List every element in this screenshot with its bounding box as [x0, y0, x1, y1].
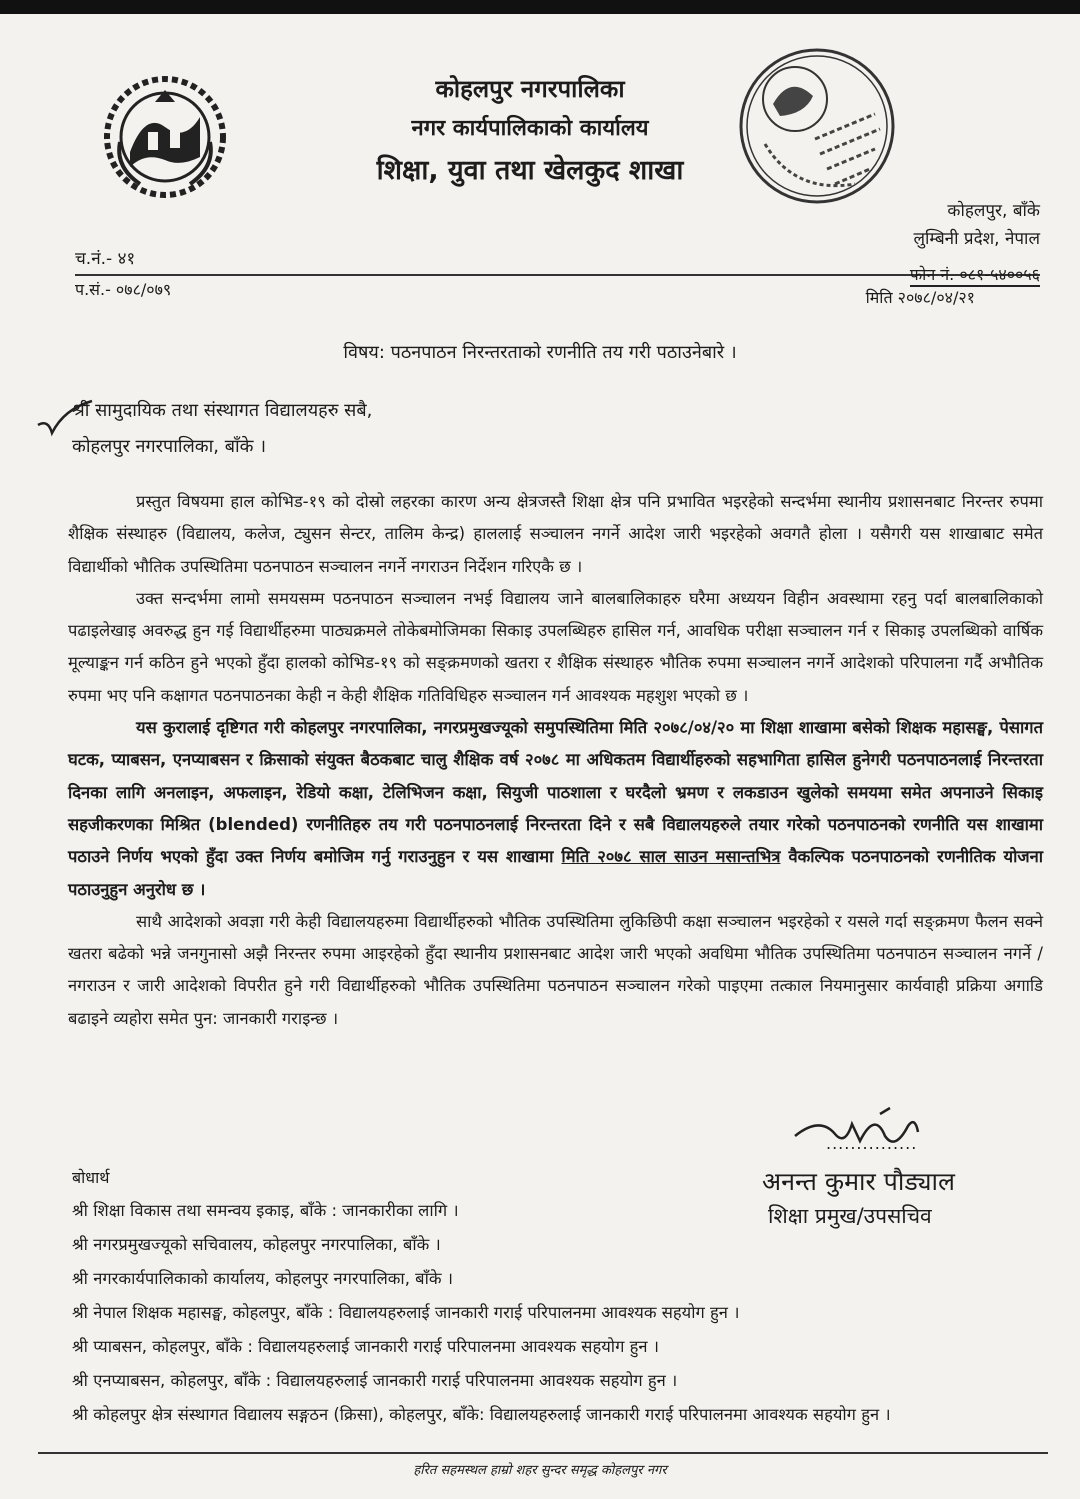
cc-item: श्री नगरकार्यपालिकाको कार्यालय, कोहलपुर नगरपालिका, बाँके ।: [72, 1269, 454, 1288]
footer-slogan: हरित सहमस्थल हाम्रो शहर सुन्दर समृद्ध कोहलपुर नगर: [413, 1463, 667, 1478]
cc-item: श्री नेपाल शिक्षक महासङ्घ, कोहलपुर, बाँके : विद्यालयहरुलाई जानकारी गराई परिपालनमा आवश्यक सहयोग हुन ।: [72, 1303, 740, 1322]
org-name: कोहलपुर नगरपालिका: [435, 75, 625, 103]
chalani-number: च.नं.- ४१: [75, 249, 136, 269]
body-paragraph-3: [68, 712, 1043, 906]
office-seal-stamp-icon: [735, 44, 900, 209]
cc-item: श्री प्याबसन, कोहलपुर, बाँके : विद्यालयहरुलाई जानकारी गराई परिपालनमा आवश्यक सहयोग हुन ।: [72, 1337, 660, 1356]
recipient-line-1: श्री सामुदायिक तथा संस्थागत विद्यालयहरु सबै,: [72, 400, 373, 421]
letter-subject: विषय: पठनपाठन निरन्तरताको रणनीति तय गरी पठाउनेबारे ।: [343, 342, 737, 363]
address-city: कोहलपुर, बाँके: [947, 201, 1040, 221]
body-paragraph-4: साथै आदेशको अवज्ञा गरी केही विद्यालयहरुमा विद्यार्थीहरुको भौतिक उपस्थितिमा लुकिछिपी कक्षा सञ्चालन भइरहेको र यसले गर्दा सङ्क्रमण फैलन सक्ने खतरा बढेको भन्ने जनगुनासो अझै निरन्तर रुपमा आइरहेको हुँदा स्थानीय प्रशासनबाट आदेश जारी भएको अवधिमा भौतिक उपस्थितिमा पठनपाठन सञ्चालन नगर्ने / नगराउन र जारी आदेशको विपरीत हुने गरी विद्यार्थीहरुको भौतिक उपस्थितिमा पठनपाठन सञ्चालन गरेको पाइएमा तत्काल नियमानुसार कार्यवाही प्रक्रिया अगाडि बढाइने व्यहोरा समेत पुन: जानकारी गराइन्छ ।: [68, 911, 1043, 1028]
body-paragraph-3-end: वैकल्पिक पठनपाठनको रणनीतिक योजना पठाउनुहुन अनुरोध छ ।: [68, 847, 1044, 899]
letter-sheet: [0, 14, 1080, 1499]
cc-item: श्री नगरप्रमुखज्यूको सचिवालय, कोहलपुर नगरपालिका, बाँके ।: [72, 1235, 441, 1254]
recipient-line-2: कोहलपुर नगरपालिका, बाँके ।: [72, 436, 267, 457]
cc-item: श्री कोहलपुर क्षेत्र संस्थागत विद्यालय सङ्गठन (क्रिसा), कोहलपुर, बाँके: विद्यालयहरुलाई जानकारी गराई परिपालनमा आवश्यक सहयोग हुन ।: [72, 1405, 891, 1424]
signature-dots: ...............: [826, 1134, 918, 1153]
nepal-government-emblem-icon: [100, 72, 230, 202]
cc-title: बोधार्थ: [72, 1168, 110, 1187]
fiscal-year: प.सं.- ०७८/०७९: [75, 280, 172, 299]
letter-date: मिति २०७८/०४/२१: [865, 288, 975, 307]
letter-body: [68, 486, 1043, 1035]
office-name: नगर कार्यपालिकाको कार्यालय: [411, 116, 649, 141]
body-paragraph-1: प्रस्तुत विषयमा हाल कोभिड-१९ को दोस्रो लहरका कारण अन्य क्षेत्रजस्तै शिक्षा क्षेत्र पनि प्रभावित भइरहेको सन्दर्भमा स्थानीय प्रशासनबाट निरन्तर रुपमा शैक्षिक संस्थाहरु (विद्यालय, कलेज, ट्युसन सेन्टर, तालिम केन्द्र) हाललाई सञ्चालन नगर्ने आदेश जारी भइरहेको अवगतै होला । यसैगरी यस शाखाबाट समेत विद्यार्थीको भौतिक उपस्थितिमा पठनपाठन सञ्चालन नगर्ने नगराउन निर्देशन गरिएकै छ ।: [68, 492, 1043, 576]
signatory-name: अनन्त कुमार पौड्याल: [762, 1167, 955, 1196]
body-paragraph-2: उक्त सन्दर्भमा लामो समयसम्म पठनपाठन सञ्चालन नभई विद्यालय जाने बालबालिकाहरु घरैमा अध्ययन विहीन अवस्थामा रहनु पर्दा बालबालिकाको पढाइलेखाइ अवरुद्ध हुन गई विद्यार्थीहरुमा पाठ्यक्रमले तोकेबमोजिमका सिकाइ उपलब्धिहरु हासिल गर्न, आवधिक परीक्षा सञ्चालन गर्न र सिकाइ उपलब्धिको वार्षिक मूल्याङ्कन गर्न कठिन हुने भएको हुँदा हालको कोभिड-१९ को सङ्क्रमणको खतरा र शैक्षिक संस्थाहरु भौतिक रुपमा सञ्चालन नगर्ने आदेशको परिपालना गर्दै अभौतिक रुपमा भए पनि कक्षागत पठनपाठनका केही न केही शैक्षिक गतिविधिहरु सञ्चालन गर्न आवश्यक महशुश भएको छ ।: [68, 588, 1043, 705]
cc-item: श्री शिक्षा विकास तथा समन्वय इकाइ, बाँके : जानकारीका लागि ।: [72, 1201, 459, 1220]
cc-item: श्री एनप्याबसन, कोहलपुर, बाँके : विद्यालयहरुलाई जानकारी गराई परिपालनमा आवश्यक सहयोग हुन ।: [72, 1371, 678, 1390]
footer-divider: [38, 1452, 1048, 1454]
header-divider: [75, 274, 1040, 276]
deadline-underlined: मिति २०७८ साल साउन मसान्तभित्र: [561, 847, 781, 867]
phone-number: फोन नं. ०८१-५४००५६: [910, 263, 1040, 287]
signatory-title: शिक्षा प्रमुख/उपसचिव: [768, 1204, 932, 1228]
body-paragraph-3-main: यस कुरालाई दृष्टिगत गरी कोहलपुर नगरपालिका, नगरप्रमुखज्यूको समुपस्थितिमा मिति २०७८/०४/२० मा शिक्षा शाखामा बसेको शिक्षक महासङ्घ, पेसागत घटक, प्याबसन, एनप्याबसन र क्रिसाको संयुक्त बैठकबाट चालु शैक्षिक वर्ष २०७८ मा अधिकतम विद्यार्थीहरुको सहभागिता हासिल हुनेगरी पठनपाठनलाई निरन्तरता दिनका लागि अनलाइन, अफलाइन, रेडियो कक्षा, टेलिभिजन कक्षा, सियुजी पाठशाला र घरदैलो भ्रमण र लकडाउन खुलेको समयमा समेत अपनाउने सिकाइ सहजीकरणका मिश्रित (blended) रणनीतिहरु तय गरी पठनपाठनलाई निरन्तरता दिने र सबै विद्यालयहरुले तयार गरेको पठनपाठनको रणनीति यस शाखामा पठाउने निर्णय भएको हुँदा उक्त निर्णय बमोजिम गर्नु गराउनुहुन र यस शाखामा: [68, 718, 1043, 867]
branch-name: शिक्षा, युवा तथा खेलकुद शाखा: [376, 155, 684, 186]
address-province: लुम्बिनी प्रदेश, नेपाल: [913, 229, 1040, 249]
